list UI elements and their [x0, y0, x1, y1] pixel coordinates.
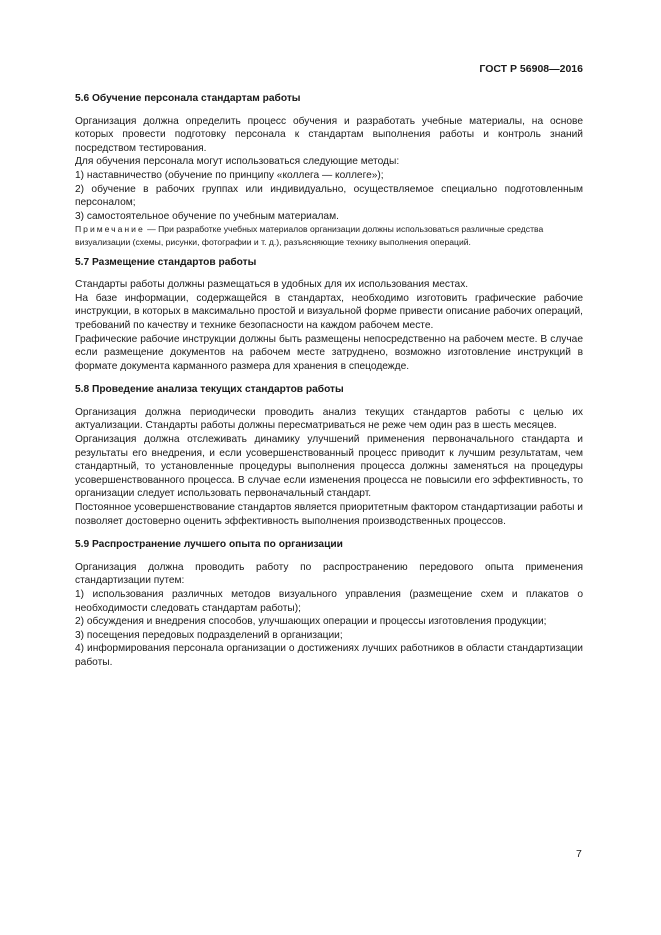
paragraph: На базе информации, содержащейся в стандартах, необходимо изготовить графические рабочие инструкции, в которых в максимально простой и визуальной форме привести описание рабочих операций, требований по качеству и технике безопасности на каждом рабочем месте. — [75, 292, 583, 331]
section-heading: 5.8 Проведение анализа текущих стандартов работы — [75, 384, 344, 396]
paragraph: Стандарты работы должны размещаться в удобных для их использования местах. — [75, 279, 469, 291]
section-heading: 5.6 Обучение персонала стандартам работы — [75, 93, 301, 104]
section-5-6 — [75, 92, 583, 249]
list-item: 1) использования различных методов визуального управления (размещение схем и плакатов о необходимости следовать стандартам работы); — [75, 589, 583, 614]
paragraph: Для обучения персонала могут использоваться следующие методы: — [75, 156, 400, 168]
paragraph: Графические рабочие инструкции должны быть размещены непосредственно на рабочем месте. В случае если размещение документов на рабочем месте затруднено, возможно изготовление инструкций в формате документа карманного размера для хранения в спецодежде. — [75, 333, 583, 372]
document-body — [75, 92, 583, 677]
section-5-8 — [75, 383, 583, 528]
paragraph: Организация должна периодически проводить анализ текущих стандартов работы с целью их актуализации. Стандарты работы должны пересматриваться не реже чем один раз в шесть месяцев. — [75, 406, 583, 432]
note-label: Примечание — [75, 224, 145, 235]
list-item: 1) наставничество (обучение по принципу «коллега — коллеге»); — [75, 169, 384, 181]
section-5-9 — [75, 538, 583, 669]
note — [75, 223, 583, 248]
document-code: ГОСТ Р 56908—2016 — [479, 63, 583, 75]
list-item: 4) информирования персонала организации о достижениях лучших работников в области стандартизации работы. — [75, 643, 583, 668]
paragraph: Организация должна проводить работу по распространению передового опыта применения стандартизации путем: — [75, 561, 583, 587]
list-item: 2) обучение в рабочих группах или индивидуально, осуществляемое специально подготовленным персоналом; — [75, 183, 583, 209]
paragraph: Организация должна отслеживать динамику улучшений применения первоначального стандарта и результаты его внедрения, и если усовершенствованный процесс приводит к лучшим результатам, чем стандартный, то установленные процедуры выполнения процесса должны заменяться на процедуры усовершенствованного процесса. В случае если изменения процесса не повысили его эффективность, то организации следует использовать первоначальный стандарт. — [75, 434, 583, 500]
list-item: 3) посещения передовых подразделений в организации; — [75, 629, 343, 641]
section-5-7 — [75, 256, 583, 374]
list-item: 2) обсуждения и внедрения способов, улучшающих операции и процессы изготовления продукции; — [75, 616, 547, 628]
page-number: 7 — [576, 848, 582, 860]
list-item: 3) самостоятельное обучение по учебным материалам. — [75, 210, 339, 222]
note-text: — При разработке учебных материалов организации должны использоваться различные средства визуализации (схемы, рисунки, фотографии и т. д.), разъясняющие технику выполнения операций. — [75, 224, 544, 247]
paragraph: Постоянное усовершенствование стандартов является приоритетным фактором стандартизации работы и позволяет достоверно оценить эффективность выполнения производственных процессов. — [75, 502, 583, 527]
section-heading: 5.7 Размещение стандартов работы — [75, 256, 257, 268]
section-heading: 5.9 Распространение лучшего опыта по организации — [75, 539, 343, 551]
paragraph: Организация должна определить процесс обучения и разработать учебные материалы, на основе которых провести подготовку персонала к стандартам выполнения работы и контроль знаний посредством тестирования. — [75, 115, 583, 154]
